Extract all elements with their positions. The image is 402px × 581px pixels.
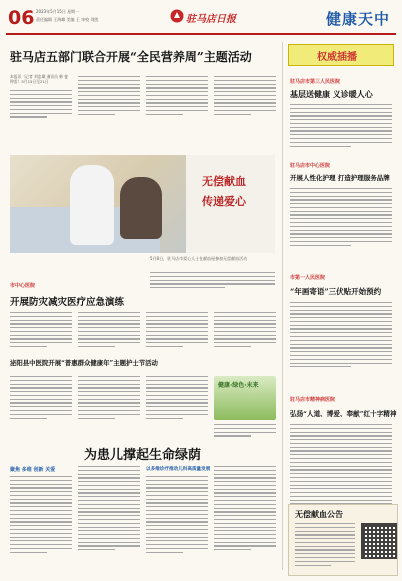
photo-overlay-text-1: 无偿献血: [202, 175, 246, 188]
lead-column-4: [214, 76, 276, 118]
sidebar-item1-kicker: 驻马店市第三人民医院: [290, 79, 341, 85]
promo-image: [214, 376, 276, 420]
lead-column-2: [78, 76, 140, 118]
header-rule: [6, 33, 396, 35]
story2-column-1: [10, 312, 72, 350]
sidebar-item3-headline: “年画寄语”三伏贴开始预约: [290, 287, 382, 296]
emblem-icon: [170, 9, 184, 23]
story4-sub1: 聚焦 多维 创新 关爱: [10, 467, 56, 473]
section-title: 健康天中: [325, 10, 390, 28]
sidebar-item1-body: [290, 104, 392, 149]
story2-headline: 开展防灾减灾医疗应急演练: [10, 297, 125, 308]
qr-code: [361, 523, 397, 559]
masthead-logo: [170, 5, 236, 29]
story4-column-3: [146, 476, 208, 555]
sidebar-notice: [286, 42, 396, 570]
story4-sub2: 以多维诊疗推动儿科高质量发展: [146, 467, 211, 472]
lead-column-1: [10, 90, 72, 120]
story3-column-4: [214, 424, 276, 439]
photo-person-seated: [120, 177, 162, 239]
promo-image-text: 健康·绿色·未来: [218, 382, 259, 389]
bottom-notice-title: 无偿献血公告: [295, 509, 343, 519]
lead-byline: 本报讯（记者 刘忠顺 通讯员 韩 斐 钟雷）5月15日至21日: [10, 74, 68, 85]
lead-column-3: [146, 76, 208, 118]
editor-line: 责任编辑 王海峰 美编 王 审校 刘凯: [36, 17, 99, 22]
sidebar-item3-body: [290, 302, 392, 370]
story2-column-4: [214, 312, 276, 350]
sidebar-item4-kicker: 驻马店市精神病医院: [290, 397, 336, 403]
page-number: 06: [8, 7, 35, 29]
photo-overlay-text-2: 传递爱心: [202, 195, 246, 208]
sidebar-item2-kicker: 驻马店市中心医院: [290, 163, 331, 169]
story2-column-3: [146, 312, 208, 350]
sidebar-title: 权威插播: [317, 52, 357, 63]
sidebar-item3-kicker: 市第一人民医院: [290, 275, 326, 281]
sidebar-item1-headline: 基层送健康 义诊暖人心: [290, 89, 373, 99]
story4-headline: 为患儿撑起生命绿荫: [84, 448, 202, 463]
photo-person-nurse: [70, 165, 114, 245]
photo-caption-body: [150, 272, 275, 291]
masthead-title: 驻马店日报: [186, 14, 236, 25]
sidebar-item2-body: [290, 188, 392, 249]
story4-column-4: [214, 466, 276, 553]
sidebar-item4-body: [290, 424, 392, 515]
bottom-notice: [288, 504, 398, 576]
story3-column-3: [146, 376, 208, 421]
sidebar-item4-headline: 弘扬“人道、博爱、奉献”红十字精神: [290, 410, 397, 418]
story3-column-1: [10, 376, 72, 421]
story3-headline: 泌阳县中医院开展“普惠群众健康年”主题护士节活动: [10, 359, 158, 367]
page-header: [0, 0, 402, 38]
story4-column-1: [10, 476, 72, 555]
column-divider: [282, 42, 283, 570]
story3-column-2: [78, 376, 140, 421]
story2-column-2: [78, 312, 140, 350]
sidebar-title-box: [288, 44, 394, 66]
story4-column-2: [78, 466, 140, 553]
sidebar-item2-headline: 开展人性化护理 打造护理服务品牌: [290, 174, 390, 182]
blood-donation-photo: [10, 155, 275, 253]
date-line: 2023年5月15日 星期一: [36, 9, 80, 14]
bottom-notice-body: [295, 523, 355, 568]
story2-kicker: 市中心医院: [10, 283, 36, 289]
lead-headline: 驻马店五部门联合开展“全民营养周”主题活动: [10, 50, 252, 64]
photo-caption: 5月8日，驻马店市爱心人士在献血屋参加无偿献血活动: [150, 256, 248, 261]
